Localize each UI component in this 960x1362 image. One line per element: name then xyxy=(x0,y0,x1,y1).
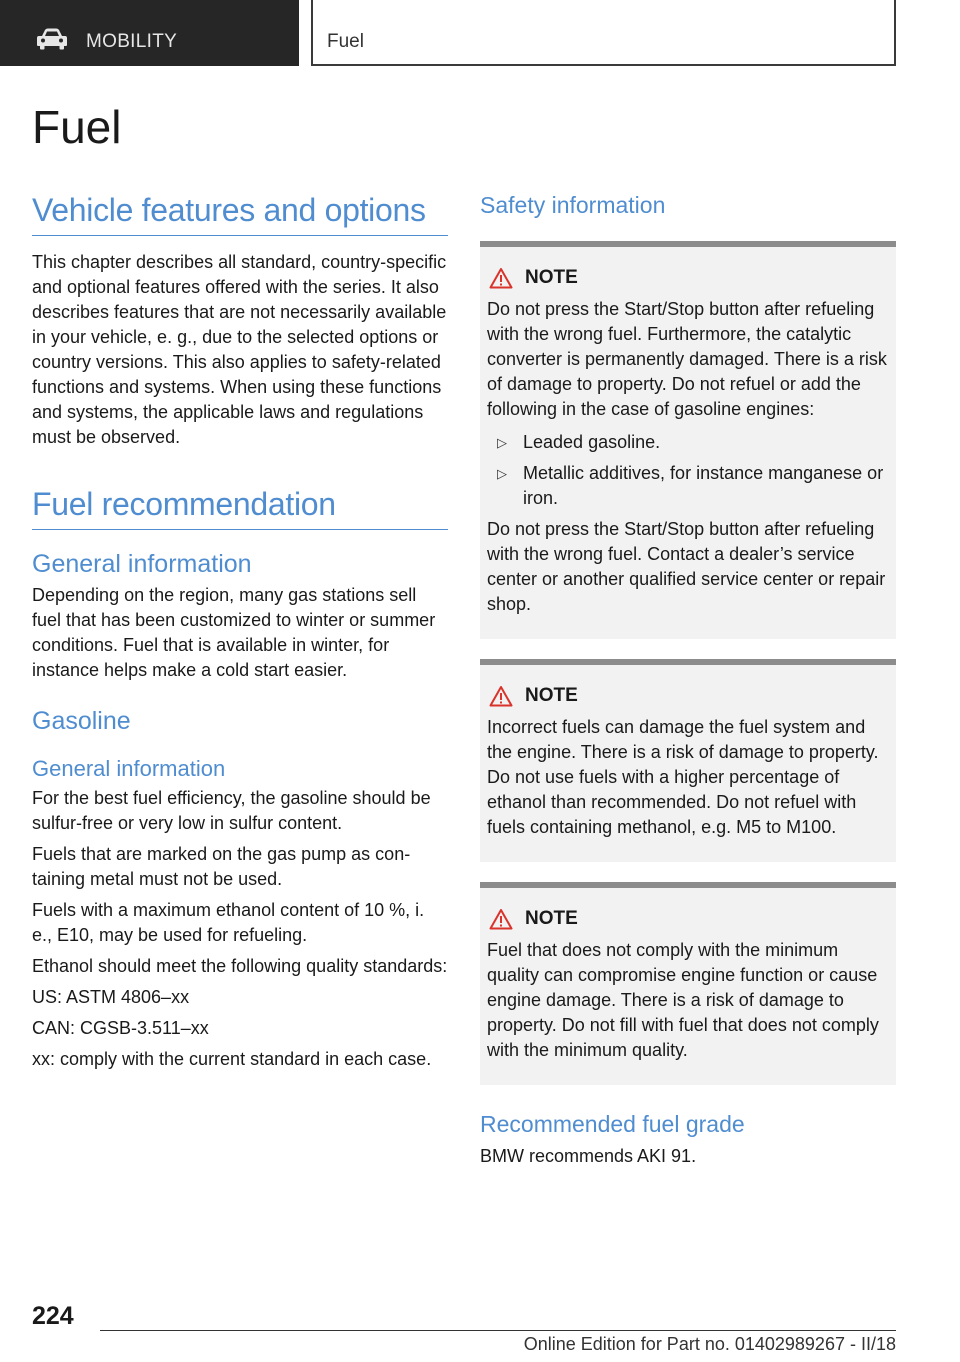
note-box xyxy=(480,882,896,1085)
gasoline-paragraph: For the best fuel efficiency, the gasoline should be sulfur-free or very low in sulfur content. xyxy=(32,788,431,833)
safety-information-heading: Safety information xyxy=(480,192,666,218)
note-text: Incorrect fuels can damage the fuel system and the engine. There is a risk of damage to property. Do not use fuels with a higher percentage of ethanol than recommended. Do not refuel with fuels containing methanol, e.g. M5 to M100. xyxy=(487,717,879,837)
warning-triangle-icon xyxy=(489,908,513,930)
recommended-fuel-grade-heading: Recommended fuel grade xyxy=(480,1111,745,1137)
footer-divider xyxy=(100,1330,896,1331)
triangle-bullet-icon: ▷ xyxy=(497,466,507,481)
list-item: ▷ Leaded gasoline. xyxy=(487,430,888,455)
note-label: NOTE xyxy=(525,908,578,929)
note-text: Do not press the Start/Stop button after refueling with the wrong fuel. Furthermore, the catalytic converter is permanently damaged. There is a risk of damage to property. Do not refuel or add the following in the case of gasoline engines: xyxy=(487,299,887,419)
gasoline-paragraph: Fuels with a maximum ethanol content of 10 %, i. e., E10, may be used for refueling. xyxy=(32,900,425,945)
car-icon xyxy=(36,28,68,50)
note-header xyxy=(487,685,888,707)
section-label: MOBILITY xyxy=(86,31,178,52)
gasoline-paragraph: xx: comply with the current standard in each case. xyxy=(32,1049,432,1069)
gasoline-paragraph: CAN: CGSB-3.511–xx xyxy=(32,1018,209,1038)
page-title: Fuel xyxy=(32,101,122,153)
list-item: ▷ Metallic additives, for instance manganese or iron. xyxy=(487,461,888,511)
note-label: NOTE xyxy=(525,267,578,288)
gasoline-paragraph: US: ASTM 4806–xx xyxy=(32,987,190,1007)
note-text: Fuel that does not comply with the minimum quality can compromise engine function or cause engine damage. There is a risk of damage to property. Do not fill with fuel that does not comply with the minimum quality. xyxy=(487,940,879,1060)
page-number: 224 xyxy=(32,1302,74,1330)
left-column xyxy=(32,192,448,1072)
warning-triangle-icon xyxy=(489,267,513,289)
note-text: Do not press the Start/Stop button after refueling with the wrong fuel. Contact a dealer’s service center or another qualified service center or repair shop. xyxy=(487,519,886,614)
chapter-label: Fuel xyxy=(327,31,364,52)
gasoline-general-heading: General information xyxy=(32,756,226,781)
edition-text: Online Edition for Part no. 01402989267 - II/18 xyxy=(523,1334,896,1354)
triangle-bullet-icon: ▷ xyxy=(497,435,507,450)
note-header xyxy=(487,908,888,930)
gasoline-paragraph: Ethanol should meet the following quality standards: xyxy=(32,956,448,976)
vehicle-features-heading: Vehicle features and options xyxy=(32,192,448,236)
note-header xyxy=(487,267,888,289)
gasoline-paragraph: Fuels that are marked on the gas pump as containing metal must not be used. xyxy=(32,844,411,889)
chapter-tab xyxy=(311,0,896,66)
section-tab xyxy=(0,0,299,66)
recommended-fuel-grade-text: BMW recommends AKI 91. xyxy=(480,1146,697,1166)
note-bullet-list xyxy=(487,430,888,511)
general-information-heading: General information xyxy=(32,550,252,578)
note-box xyxy=(480,241,896,639)
gasoline-heading: Gasoline xyxy=(32,707,131,735)
fuel-recommendation-heading: Fuel recommendation xyxy=(32,486,448,530)
warning-triangle-icon xyxy=(489,685,513,707)
note-label: NOTE xyxy=(525,685,578,706)
right-column xyxy=(480,192,896,1169)
vehicle-features-text: This chapter describes all standard, country-specific and optional features offered with the series. It also describes features that are not necessarily available in your vehicle, e. g., due to the selected options or country versions. This also applies to safety-related functions and systems. When using these functions and systems, the applicable laws and regulations must be observed. xyxy=(32,252,447,447)
general-information-text: Depending on the region, many gas stations sell fuel that has been customized to winter or summer conditions. Fuel that is available in winter, for instance helps make a cold start easier. xyxy=(32,585,436,680)
note-box xyxy=(480,659,896,862)
